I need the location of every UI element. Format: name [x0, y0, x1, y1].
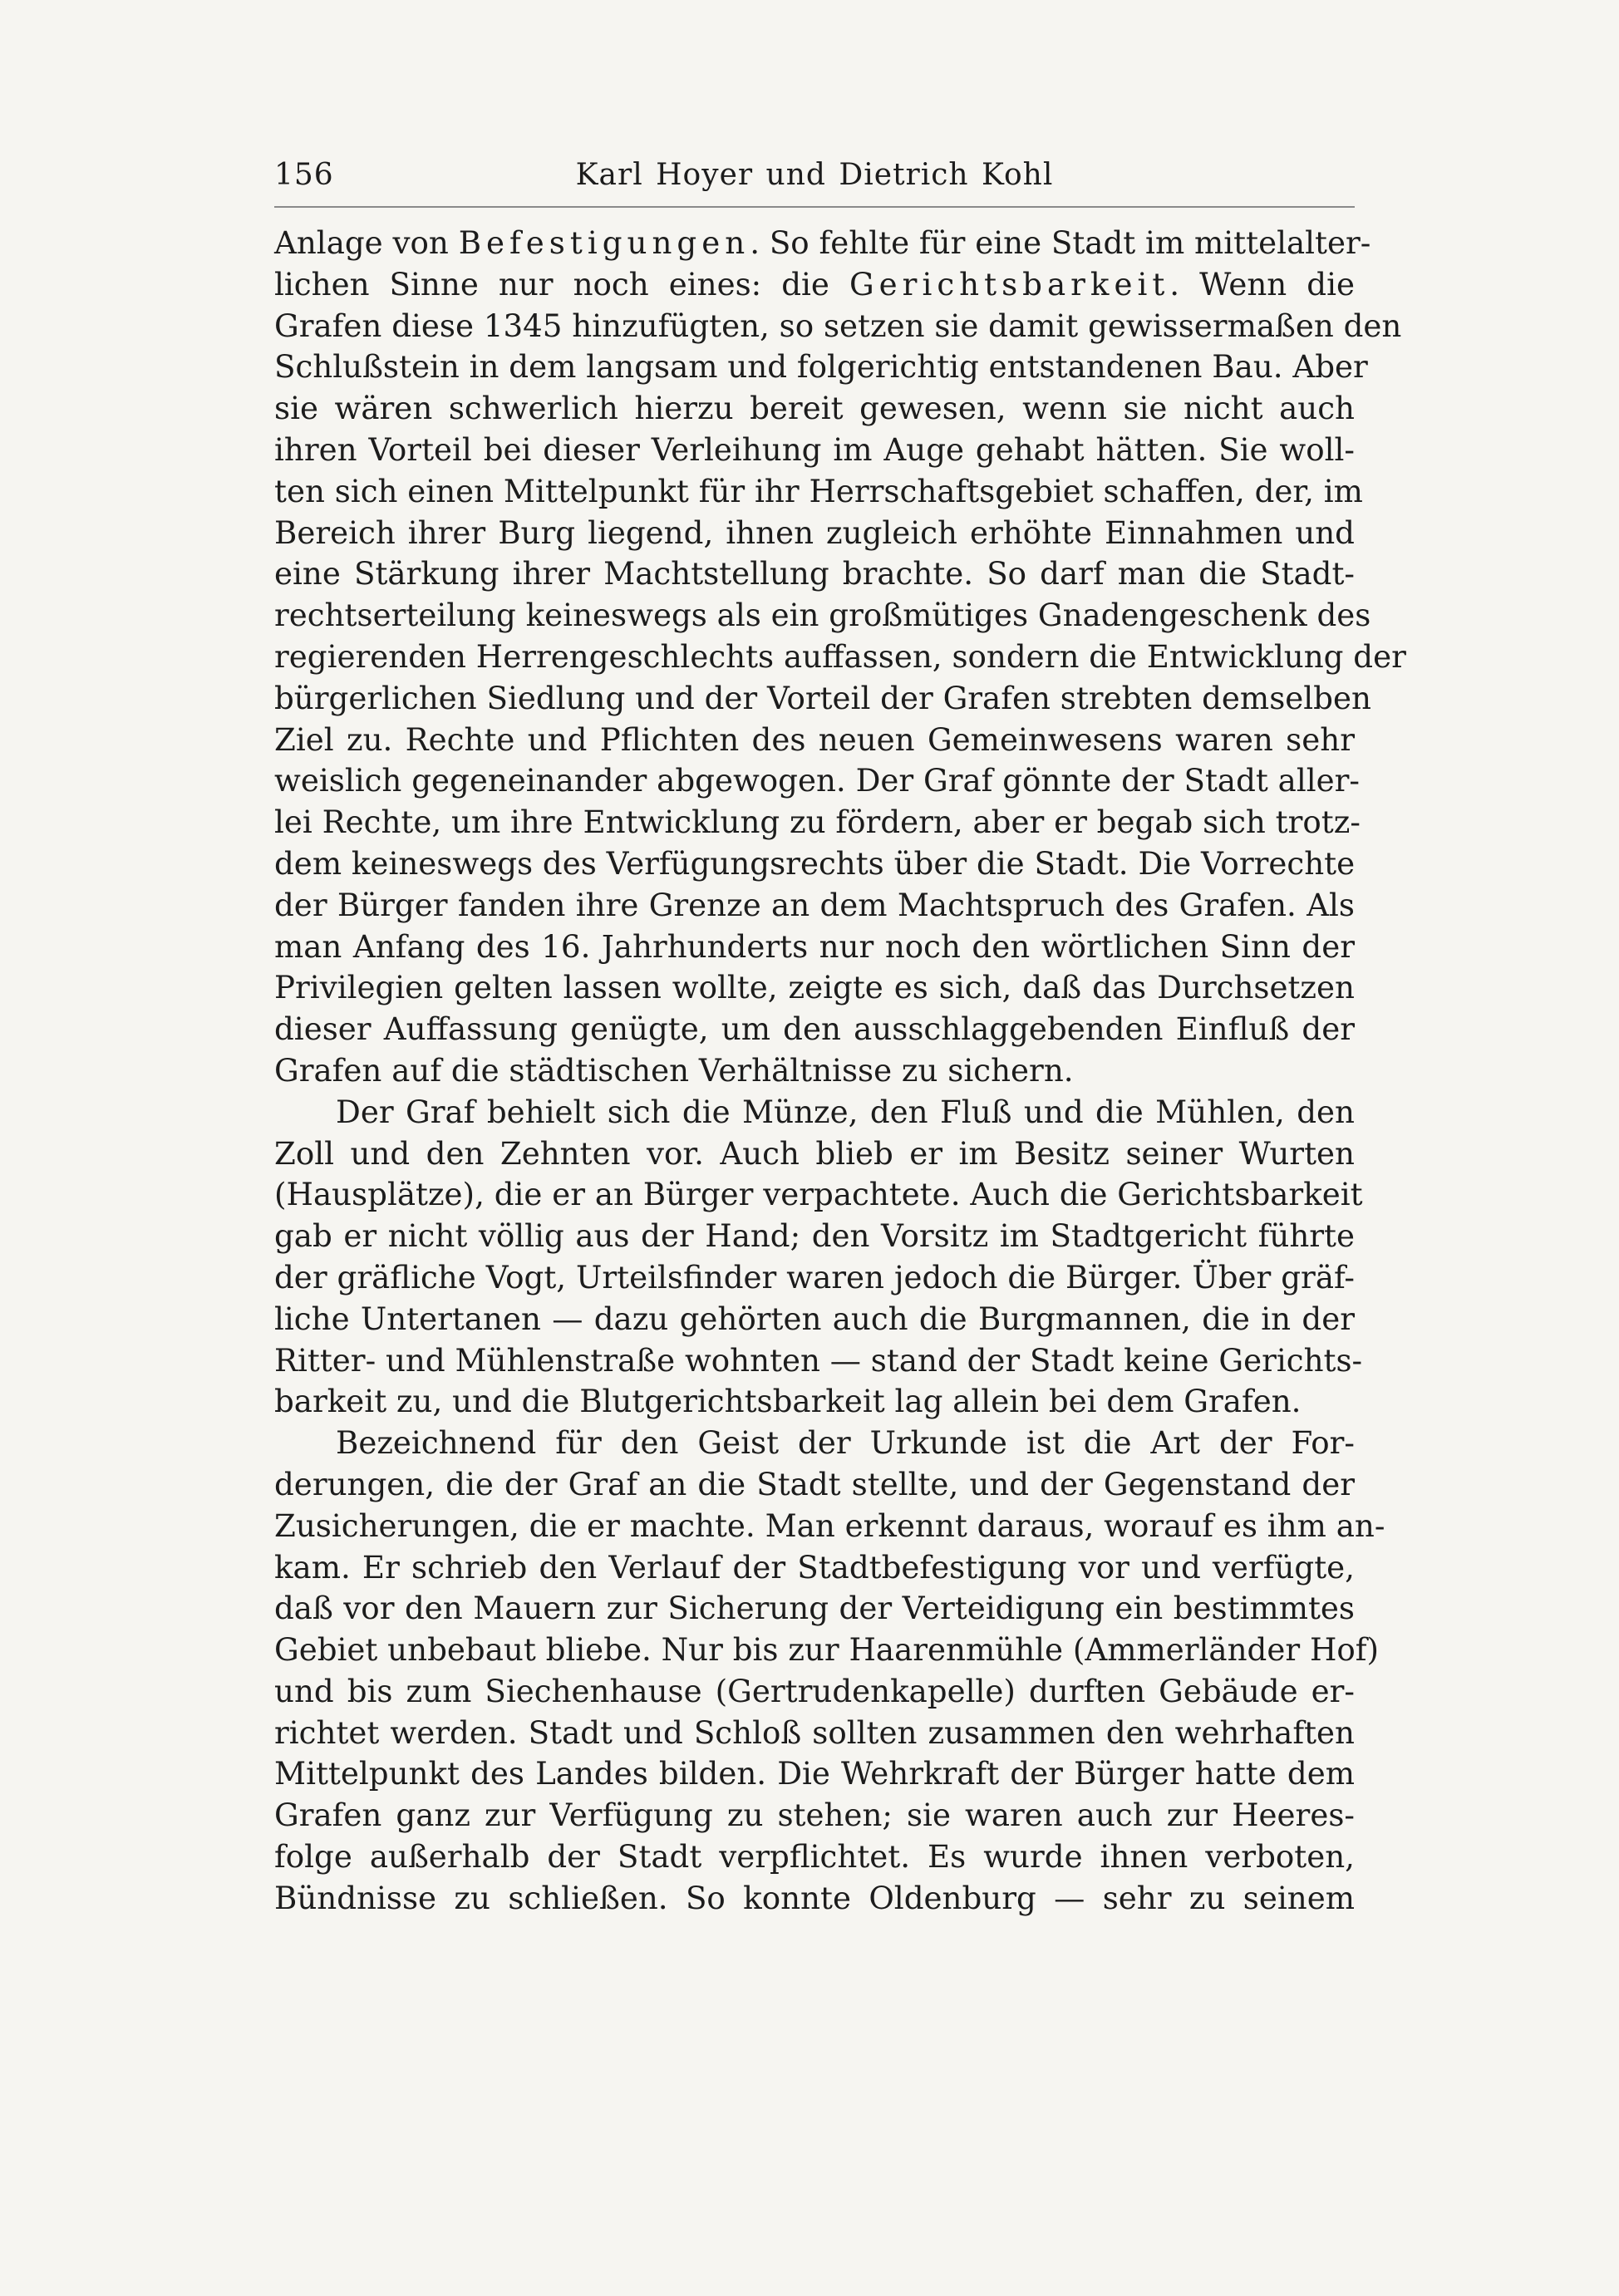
text-segment: Bündnisse zu schließen. So konnte Oldenburg — sehr zu seinem [274, 1879, 1355, 1916]
page-number: 156 [274, 158, 334, 192]
paragraph [274, 1092, 1363, 1423]
text-segment: barkeit zu, und die Blutgerichtsbarkeit lag allein bei dem Grafen. [274, 1383, 1302, 1420]
text-line [274, 967, 1355, 1009]
text-segment: . So fehlte für eine Stadt im mittelalter- [750, 224, 1371, 261]
text-line [274, 1133, 1355, 1175]
spaced-emphasis: Befestigungen [458, 224, 750, 261]
text-segment: lei Rechte, um ihre Entwicklung zu fördern, aber er begab sich trotz- [274, 804, 1361, 841]
text-segment: ihren Vorteil bei dieser Verleihung im Auge gehabt hätten. Sie woll- [274, 430, 1355, 468]
text-segment: Bezeichnend für den Geist der Urkunde ist die Art der For- [336, 1424, 1355, 1462]
text-segment: eine Stärkung ihrer Machtstellung brachte. So darf man die Stadt- [274, 555, 1355, 592]
text-segment: gab er nicht völlig aus der Hand; den Vorsitz im Stadtgericht führte [274, 1217, 1355, 1255]
text-segment: Ritter- und Mühlenstraße wohnten — stand der Stadt keine Gerichts- [274, 1341, 1363, 1379]
text-line [274, 1340, 1363, 1382]
text-line [274, 760, 1360, 802]
text-segment: richtet werden. Stadt und Schloß sollten zusammen den wehrhaften [274, 1713, 1355, 1751]
text-line [274, 1588, 1355, 1630]
text-line [274, 1092, 1355, 1133]
text-segment: Grafen ganz zur Verfügung zu stehen; sie waren auch zur Heeres- [274, 1797, 1355, 1834]
text-line [274, 388, 1355, 430]
text-line [274, 347, 1368, 388]
text-line [274, 471, 1363, 513]
text-line [274, 1381, 1355, 1423]
text-line [274, 513, 1355, 554]
text-segment: weislich gegeneinander abgewogen. Der Graf gönnte der Stadt aller- [274, 762, 1360, 799]
text-segment: . Wenn die [1169, 265, 1355, 302]
text-line [274, 1753, 1355, 1795]
text-segment: und bis zum Siechenhause (Gertrudenkapelle) durften Gebäude er- [274, 1672, 1355, 1709]
text-segment: dem keineswegs des Verfügungsrechts über die Stadt. Die Vorrechte [274, 844, 1356, 882]
text-line [274, 720, 1355, 761]
text-line [274, 1009, 1355, 1050]
text-line [274, 678, 1371, 720]
text-line [274, 843, 1355, 885]
text-line [274, 264, 1355, 306]
text-line [274, 306, 1402, 347]
text-line [274, 1795, 1355, 1836]
text-segment: man Anfang des 16. Jahrhunderts nur noch den wörtlichen Sinn der [274, 927, 1355, 965]
text-segment: Mittelpunkt des Landes bilden. Die Wehrkraft der Bürger hatte dem [274, 1755, 1355, 1792]
paragraph [274, 223, 1406, 1092]
text-segment: Privilegien gelten lassen wollte, zeigte es sich, daß das Durchsetzen [274, 969, 1355, 1006]
text-segment: Der Graf behielt sich die Münze, den Fluß und die Mühlen, den [336, 1093, 1355, 1130]
text-line [274, 927, 1355, 968]
text-segment: (Hausplätze), die er an Bürger verpachtete. Auch die Gerichtsbarkeit [274, 1176, 1363, 1213]
text-segment: Zusicherungen, die er machte. Man erkennt daraus, worauf es ihm an- [274, 1507, 1385, 1544]
text-segment: der gräfliche Vogt, Urteilsfinder waren jedoch die Bürger. Über gräf- [274, 1258, 1355, 1295]
text-segment: Gebiet unbebaut bliebe. Nur bis zur Haarenmühle (Ammerländer Hof) [274, 1631, 1380, 1669]
text-line [274, 1506, 1385, 1547]
text-line [274, 1423, 1355, 1464]
text-segment: rechtserteilung keineswegs als ein großmütiges Gnadengeschenk des [274, 597, 1371, 634]
text-line [274, 595, 1371, 637]
text-segment: daß vor den Mauern zur Sicherung der Verteidigung ein bestimmtes [274, 1590, 1355, 1627]
header-rule [274, 206, 1355, 208]
spaced-emphasis: Gerichtsbarkeit [849, 265, 1170, 302]
text-segment: folge außerhalb der Stadt verpflichtet. Es wurde ihnen verboten, [274, 1838, 1355, 1876]
text-segment: Grafen diese 1345 hinzufügten, so setzen sie damit gewissermaßen den [274, 307, 1402, 344]
text-segment: kam. Er schrieb den Verlauf der Stadtbefestigung vor und verfügte, [274, 1548, 1355, 1586]
text-segment: regierenden Herrengeschlechts auffassen, sondern die Entwicklung der [274, 637, 1406, 675]
text-line [274, 802, 1361, 843]
text-segment: Bereich ihrer Burg liegend, ihnen zugleich erhöhte Einnahmen und [274, 514, 1355, 551]
book-page [274, 150, 1406, 1920]
text-line [274, 1174, 1363, 1216]
text-line [274, 1299, 1355, 1340]
text-segment: derungen, die der Graf an die Stadt stellte, und der Gegenstand der [274, 1465, 1355, 1502]
text-segment: Schlußstein in dem langsam und folgerichtig entstandenen Bau. Aber [274, 348, 1368, 386]
text-segment: Grafen auf die städtischen Verhältnisse zu sichern. [274, 1051, 1074, 1089]
text-line [274, 430, 1355, 471]
running-head [274, 150, 1355, 199]
text-line [274, 1547, 1355, 1589]
text-segment: Ziel zu. Rechte und Pflichten des neuen Gemeinwesens waren sehr [274, 720, 1355, 758]
text-line [274, 553, 1355, 595]
text-line [274, 223, 1371, 264]
text-line [274, 1216, 1355, 1257]
text-segment: ten sich einen Mittelpunkt für ihr Herrschaftsgebiet schaffen, der, im [274, 472, 1363, 509]
text-segment: Anlage von [274, 224, 459, 261]
text-segment: sie wären schwerlich hierzu bereit gewesen, wenn sie nicht auch [274, 390, 1355, 427]
body-text [274, 223, 1406, 1920]
text-line [274, 1257, 1355, 1299]
paragraph [274, 1423, 1385, 1920]
text-line [274, 1878, 1355, 1920]
text-line [274, 885, 1355, 927]
text-segment: dieser Auffassung genügte, um den ausschlaggebenden Einfluß der [274, 1010, 1355, 1048]
text-segment: der Bürger fanden ihre Grenze an dem Machtspruch des Grafen. Als [274, 886, 1355, 923]
text-line [274, 1671, 1355, 1713]
text-line [274, 1464, 1355, 1506]
text-segment: lichen Sinne nur noch eines: die [274, 265, 849, 302]
text-line [274, 1836, 1355, 1878]
text-line [274, 637, 1406, 678]
text-line [274, 1713, 1355, 1754]
text-line [274, 1630, 1380, 1671]
text-segment: liche Untertanen — dazu gehörten auch die Burgmannen, die in der [274, 1300, 1355, 1337]
text-line [274, 1050, 1355, 1092]
text-segment: Zoll und den Zehnten vor. Auch blieb er im Besitz seiner Wurten [274, 1134, 1355, 1172]
running-title: Karl Hoyer und Dietrich Kohl [575, 158, 1054, 192]
text-segment: bürgerlichen Siedlung und der Vorteil der Grafen strebten demselben [274, 679, 1371, 716]
